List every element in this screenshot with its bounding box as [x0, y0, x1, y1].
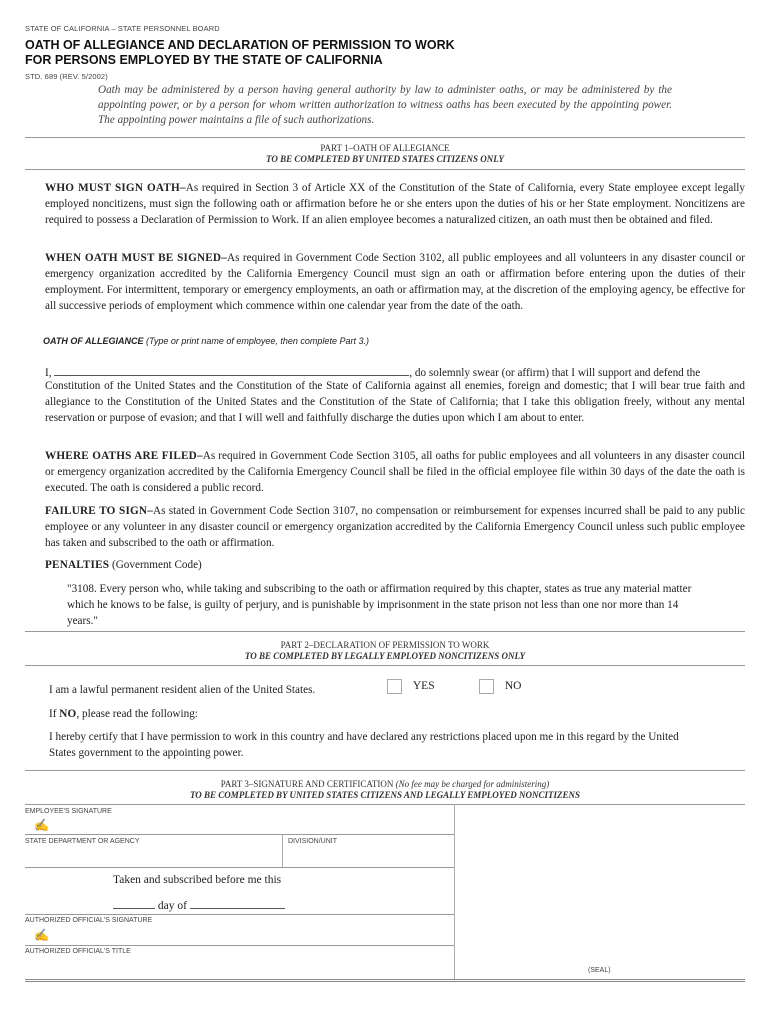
day-of-text: day of	[157, 900, 187, 912]
when-oath-label: WHEN OATH MUST BE SIGNED–	[45, 252, 227, 264]
part2-title: PART 2–DECLARATION OF PERMISSION TO WORK	[280, 640, 490, 650]
part3-title-line	[25, 779, 745, 790]
division-unit-field[interactable]	[286, 848, 452, 865]
oath-label: OATH OF ALLEGIANCE	[43, 336, 144, 346]
form-title-line-2: FOR PERSONS EMPLOYED BY THE STATE OF CALIFORNIA	[25, 53, 383, 67]
rule	[25, 665, 745, 666]
official-signature-field[interactable]	[54, 928, 444, 944]
part3-heading	[25, 779, 745, 801]
rule	[25, 770, 745, 771]
employee-signature-field[interactable]	[54, 818, 444, 834]
failure-to-sign-text: As stated in Government Code Section 3107, no compensation or reimbursement for expenses incurred shall be paid to any public employee or any volunteer in any disaster council or emergency organization accredited by the California Emergency Council unless such public employee has taken and subscribed to the oath or affirmation.	[45, 505, 746, 549]
seal-label: (SEAL)	[588, 967, 611, 974]
oath-instructions: (Type or print name of employee, then complete Part 3.)	[146, 336, 369, 346]
part1-title: PART 1–OATH OF ALLEGIANCE	[320, 143, 450, 153]
form-number: STD. 689 (REV. 5/2002)	[25, 72, 108, 81]
if-no-bold: NO	[59, 708, 77, 720]
failure-to-sign-section	[45, 503, 745, 551]
division-unit-label: DIVISION/UNIT	[288, 838, 338, 845]
part1-heading	[25, 143, 745, 165]
rule	[25, 945, 454, 946]
oath-of-allegiance-heading	[43, 336, 369, 346]
part3-title: PART 3–SIGNATURE AND CERTIFICATION	[220, 779, 394, 789]
no-label: NO	[504, 680, 522, 693]
pen-icon: ✍	[34, 928, 49, 942]
oath-text-body: Constitution of the United States and the Constitution of the State of California against all enemies, foreign and domestic; that I will bear true faith and allegiance to the Constitution of the United States and the Constitution of the State of California; that I take this obligation freely, without any mental reservation or purpose of evasion; and that I will well and faithfully discharge the duties upon which I am about to enter.	[45, 380, 745, 424]
if-no-prefix: If	[49, 708, 57, 720]
part2-subtitle: TO BE COMPLETED BY LEGALLY EMPLOYED NONCITIZENS ONLY	[244, 651, 526, 661]
pen-icon: ✍	[34, 818, 49, 832]
no-checkbox[interactable]	[479, 679, 494, 694]
part2-heading	[25, 640, 745, 662]
bottom-rule	[25, 979, 745, 982]
part1-subtitle: TO BE COMPLETED BY UNITED STATES CITIZENS ONLY	[266, 154, 504, 164]
no-option[interactable]	[479, 679, 522, 694]
signature-block-divider	[454, 804, 455, 979]
rule	[25, 867, 454, 868]
penalties-label: PENALTIES	[45, 559, 110, 571]
official-signature-label: AUTHORIZED OFFICIAL'S SIGNATURE	[25, 917, 153, 924]
employee-name-field[interactable]	[54, 364, 409, 376]
form-title-line-1: OATH OF ALLEGIANCE AND DECLARATION OF PERMISSION TO WORK	[25, 38, 455, 52]
part3-subtitle: TO BE COMPLETED BY UNITED STATES CITIZENS AND LEGALLY EMPLOYED NONCITIZENS	[189, 790, 581, 800]
day-of-line	[113, 898, 285, 912]
penalties-quote: "3108. Every person who, while taking and subscribing to the oath or affirmation required by this chapter, states as true any material matter which he knows to be false, is guilty of perjury, and is punishable by imprisonment in the state prison not less than one nor more than 14 years."	[67, 583, 692, 627]
rule	[25, 169, 745, 170]
dept-agency-label: STATE DEPARTMENT OR AGENCY	[25, 838, 140, 845]
penalties-heading	[45, 557, 202, 573]
official-title-label: AUTHORIZED OFFICIAL'S TITLE	[25, 948, 131, 955]
if-no-suffix: , please read the following:	[76, 708, 198, 720]
resident-question: I am a lawful permanent resident alien of the United States.	[49, 684, 316, 696]
rule	[25, 834, 454, 835]
where-filed-section	[45, 448, 745, 496]
yes-label: YES	[412, 680, 435, 693]
oath-text-start: , do solemnly swear (or affirm) that I will support and defend the	[409, 367, 701, 379]
oath-i: I,	[45, 367, 52, 379]
rule	[25, 804, 745, 805]
who-must-sign-text: As required in Section 3 of Article XX of the Constitution of the State of California, every State employee except legally employed noncitizens, must sign the following oath or affirmation before he or she enters upon the duties of his or her State employment. Noncitizens are required to possess a Declaration of Permission to Work. If an alien employee becomes a naturalized citizen, an oath must then be obtained and filed.	[45, 182, 745, 226]
who-must-sign-label: WHO MUST SIGN OATH–	[45, 182, 186, 194]
if-no-instruction	[49, 706, 198, 722]
failure-to-sign-label: FAILURE TO SIGN–	[45, 505, 153, 517]
when-oath-text: As required in Government Code Section 3102, all public employees and all volunteers in any disaster council or emergency organization accredited by the California Emergency Council must sign an oath or affirmation before entering upon the duties of their employment. For intermittent, temporary or emergency employments, an oath or affirmation may, at the discretion of the employing agency, be effective for all successive periods of employment which commence within one calendar year from the date of the oath.	[45, 252, 745, 312]
yes-option[interactable]	[387, 679, 435, 694]
intro-text: Oath may be administered by a person having general authority by law to administer oaths, or may be administered by the appointing power, or by a person for whom written authorization to witness oaths has been executed by the appointing power. The appointing power maintains a file of such authorizations.	[98, 84, 672, 126]
part3-note: (No fee may be charged for administering)	[395, 779, 550, 789]
certify-statement: I hereby certify that I have permission to work in this country and have declared any restrictions placed upon me in this regard by the United States government to the appointing power.	[49, 731, 679, 759]
day-field[interactable]	[113, 898, 155, 909]
penalties-sub: (Government Code)	[112, 559, 202, 571]
rule	[25, 631, 745, 632]
official-title-field[interactable]	[25, 958, 450, 976]
rule	[25, 137, 745, 138]
where-filed-label: WHERE OATHS ARE FILED–	[45, 450, 203, 462]
dept-divider	[282, 834, 283, 867]
rule	[25, 914, 454, 915]
who-must-sign-section	[45, 180, 745, 228]
agency-line: STATE OF CALIFORNIA – STATE PERSONNEL BOARD	[25, 24, 220, 33]
where-filed-text: As required in Government Code Section 3105, all oaths for public employees and all volunteers in any disaster council or emergency organization accredited by the California Emergency Council shall be filed in the official employee file within 30 days of the date the oath is executed. The oath is considered a public record.	[45, 450, 746, 494]
taken-subscribed-text: Taken and subscribed before me this	[113, 874, 282, 886]
when-oath-section	[45, 250, 745, 314]
yes-checkbox[interactable]	[387, 679, 402, 694]
employee-signature-label: EMPLOYEE'S SIGNATURE	[25, 808, 112, 815]
dept-agency-field[interactable]	[25, 848, 280, 865]
month-year-field[interactable]	[190, 898, 285, 909]
